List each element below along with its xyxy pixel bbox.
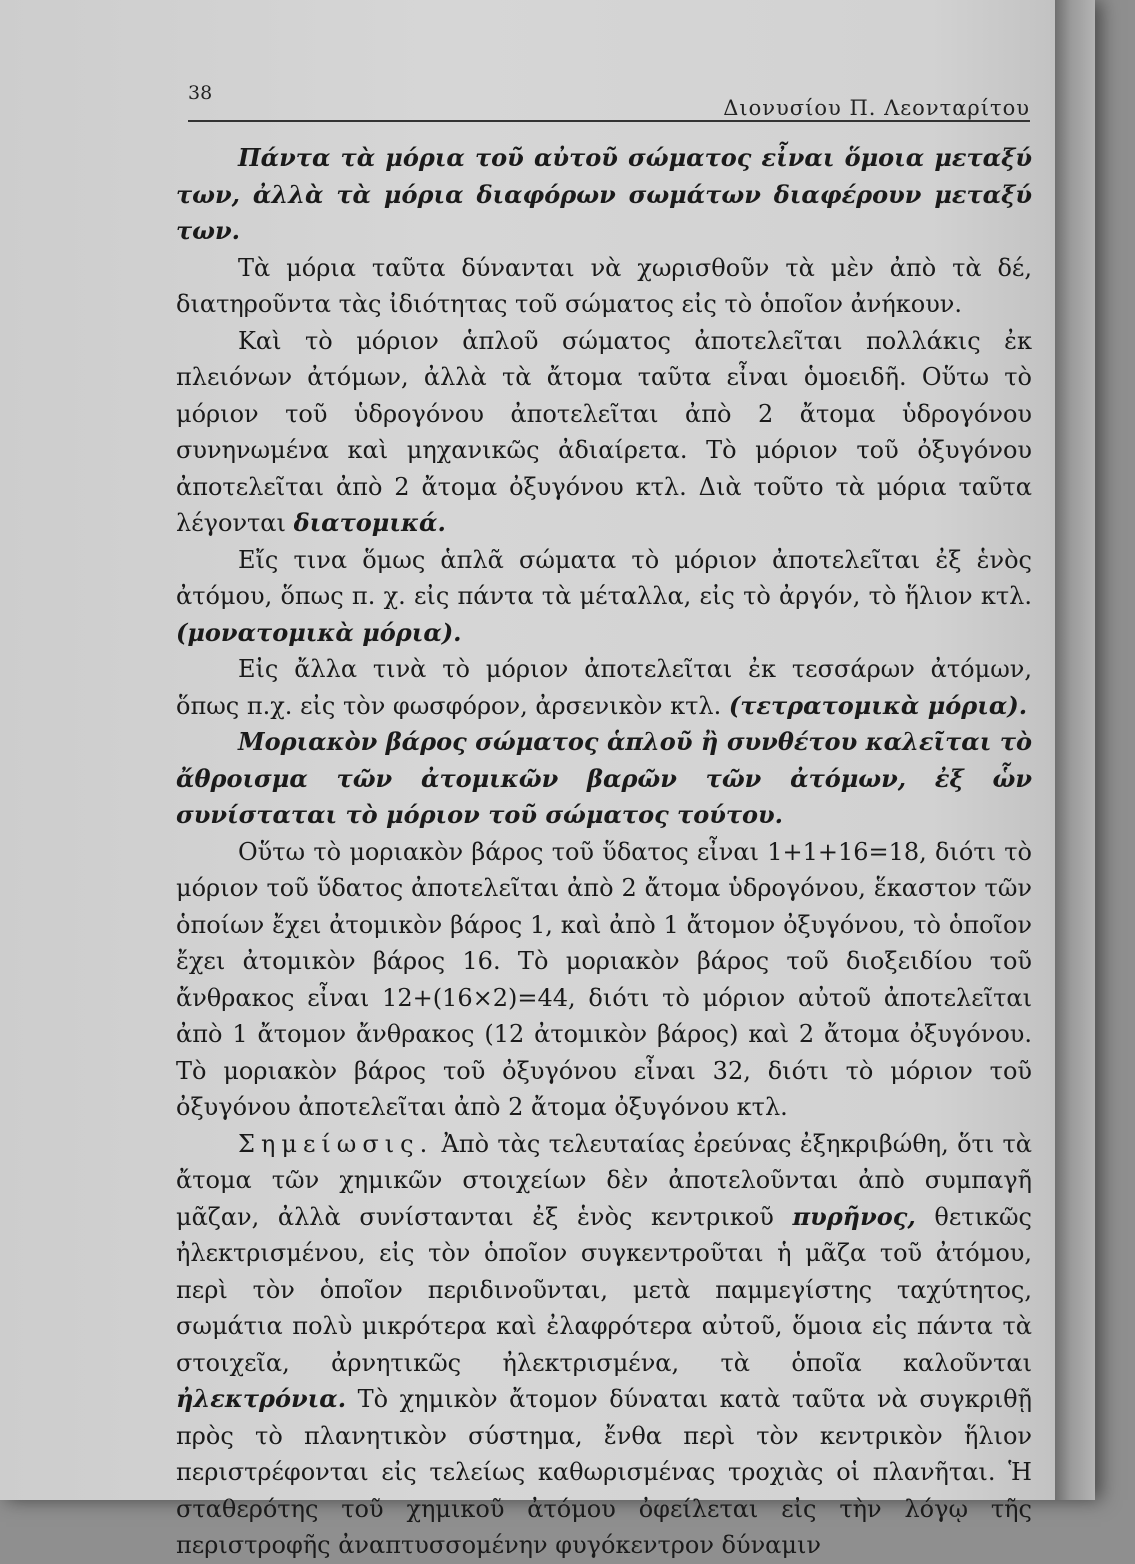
paragraph-text: θετικῶς ἠλεκτρισμένου, εἰς τὸν ὁποῖον συγκεντροῦται ἡ μᾶζα τοῦ ἀτόμου, περὶ τὸν ὁποῖον περιδινοῦνται, μετὰ παμμεγίστης ταχύτητος, σωμάτια πολὺ μικρότερα καὶ ἐλαφρότερα αὐτοῦ, ὅμοια εἰς πάντα τὰ στοιχεῖα, ἀρνητικῶς ἠλεκτρισμένα, τὰ ὁποῖα καλοῦνται	[176, 1202, 1032, 1377]
term-electrons: ἠλεκτρόνια.	[176, 1384, 347, 1413]
term-diatomic: διατομικά.	[293, 508, 446, 537]
note-label: Σημείωσις.	[238, 1129, 434, 1158]
paragraph-monatomic	[176, 542, 1032, 652]
header-rule	[188, 120, 1030, 122]
paragraph-text: Ἀπὸ τὰς τελευταίας ἐρεύνας ἐξηκριβώθη, ὅτι τὰ ἄτομα τῶν χημικῶν στοιχείων δὲν ἀποτελοῦνται ἀπὸ συμπαγῆ μᾶζαν, ἀλλὰ συνίστανται ἐξ ἑνὸς κεντρικοῦ	[176, 1129, 1032, 1231]
term-tetratomic: (τετρατομικὰ μόρια).	[728, 690, 1028, 720]
paragraph-text: Καὶ τὸ μόριον ἁπλοῦ σώματος ἀποτελεῖται πολλάκις ἐκ πλειόνων ἀτόμων, ἀλλὰ τὰ ἄτομα ταῦτα εἶναι ὁμοειδῆ. Οὕτω τὸ μόριον τοῦ ὑδρογόνου ἀποτελεῖται ἀπὸ 2 ἄτομα ὑδρογόνου συνηνωμένα καὶ μηχανικῶς ἀδιαίρετα. Τὸ μόριον τοῦ ὀξυγόνου ἀποτελεῖται ἀπὸ 2 ἄτομα ὀξυγόνου κτλ. Διὰ τοῦτο τὰ μόρια ταῦτα λέγονται	[176, 326, 1032, 537]
body-text	[176, 140, 1032, 1564]
book-gutter	[1055, 0, 1095, 1500]
paragraph-tetratomic	[176, 651, 1032, 724]
paragraph-molecules-similarity: Πάντα τὰ μόρια τοῦ αὐτοῦ σώματος εἶναι ὅμοια μεταξύ των, ἀλλὰ τὰ μόρια διαφόρων σωμάτων διαφέρουν μεταξύ των.	[176, 143, 1032, 245]
term-nucleus: πυρῆνος,	[792, 1201, 916, 1231]
page-number: 38	[188, 82, 213, 104]
paragraph-text: Εἰς ἄλλα τινὰ τὸ μόριον ἀποτελεῖται ἐκ τεσσάρων ἀτόμων, ὅπως π.χ. εἰς τὸν φωσφόρον, ἀρσενικὸν κτλ.	[176, 655, 1032, 720]
paragraph-text: Εἴς τινα ὅμως ἁπλᾶ σώματα τὸ μόριον ἀποτελεῖται ἐξ ἑνὸς ἀτόμου, ὅπως π. χ. εἰς πάντα τὰ μέταλλα, εἰς τὸ ἀργόν, τὸ ἥλιον κτλ.	[176, 545, 1032, 610]
paragraph-molecule-separation: Τὰ μόρια ταῦτα δύνανται νὰ χωρισθοῦν τὰ μὲν ἀπὸ τὰ δέ, διατηροῦντα τὰς ἰδιότητας τοῦ σώματος εἰς τὸ ὁποῖον ἀνήκουν.	[176, 253, 1032, 318]
term-monatomic: (μονατομικὰ μόρια).	[176, 617, 462, 647]
running-head: Διονυσίου Π. Λεονταρίτου	[723, 96, 1030, 120]
paragraph-note	[176, 1126, 1032, 1564]
paragraph-text: Τὸ χημικὸν ἄτομον δύναται κατὰ ταῦτα νὰ συγκριθῇ πρὸς τὸ πλανητικὸν σύστημα, ἔνθα περὶ τὸν κεντρικὸν ἥλιον περιστρέφονται εἰς τελείως καθωρισμένας τροχιὰς οἱ πλανῆται. Ἡ σταθερότης τοῦ χημικοῦ ἀτόμου ὀφείλεται εἰς τὴν λόγῳ τῆς περιστροφῆς ἀναπτυσσομένην φυγόκεντρον δύναμιν	[176, 1385, 1032, 1559]
page-header	[188, 78, 1030, 122]
paragraph-molecular-weight-definition: Μοριακὸν βάρος σώματος ἁπλοῦ ἢ συνθέτου καλεῖται τὸ ἄθροισμα τῶν ἀτομικῶν βαρῶν τῶν ἀτόμων, ἐξ ὧν συνίσταται τὸ μόριον τοῦ σώματος τούτου.	[176, 727, 1032, 829]
paragraph-diatomic	[176, 323, 1032, 542]
paragraph-molecular-weight-examples: Οὕτω τὸ μοριακὸν βάρος τοῦ ὕδατος εἶναι 1+1+16=18, διότι τὸ μόριον τοῦ ὕδατος ἀποτελεῖται ἀπὸ 2 ἄτομα ὑδρογόνου, ἕκαστον τῶν ὁποίων ἔχει ἀτομικὸν βάρος 1, καὶ ἀπὸ 1 ἄτομον ὀξυγόνου, τὸ ὁποῖον ἔχει ἀτομικὸν βάρος 16. Τὸ μοριακὸν βάρος τοῦ διοξειδίου τοῦ ἄνθρακος εἶναι 12+(16×2)=44, διότι τὸ μόριον αὐτοῦ ἀποτελεῖται ἀπὸ 1 ἄτομον ἄνθρακος (12 ἀτομικὸν βάρος) καὶ 2 ἄτομα ὀξυγόνου. Τὸ μοριακὸν βάρος τοῦ ὀξυγόνου εἶναι 32, διότι τὸ μόριον τοῦ ὀξυγόνου ἀποτελεῖται ἀπὸ 2 ἄτομα ὀξυγόνου κτλ.	[176, 837, 1032, 1121]
